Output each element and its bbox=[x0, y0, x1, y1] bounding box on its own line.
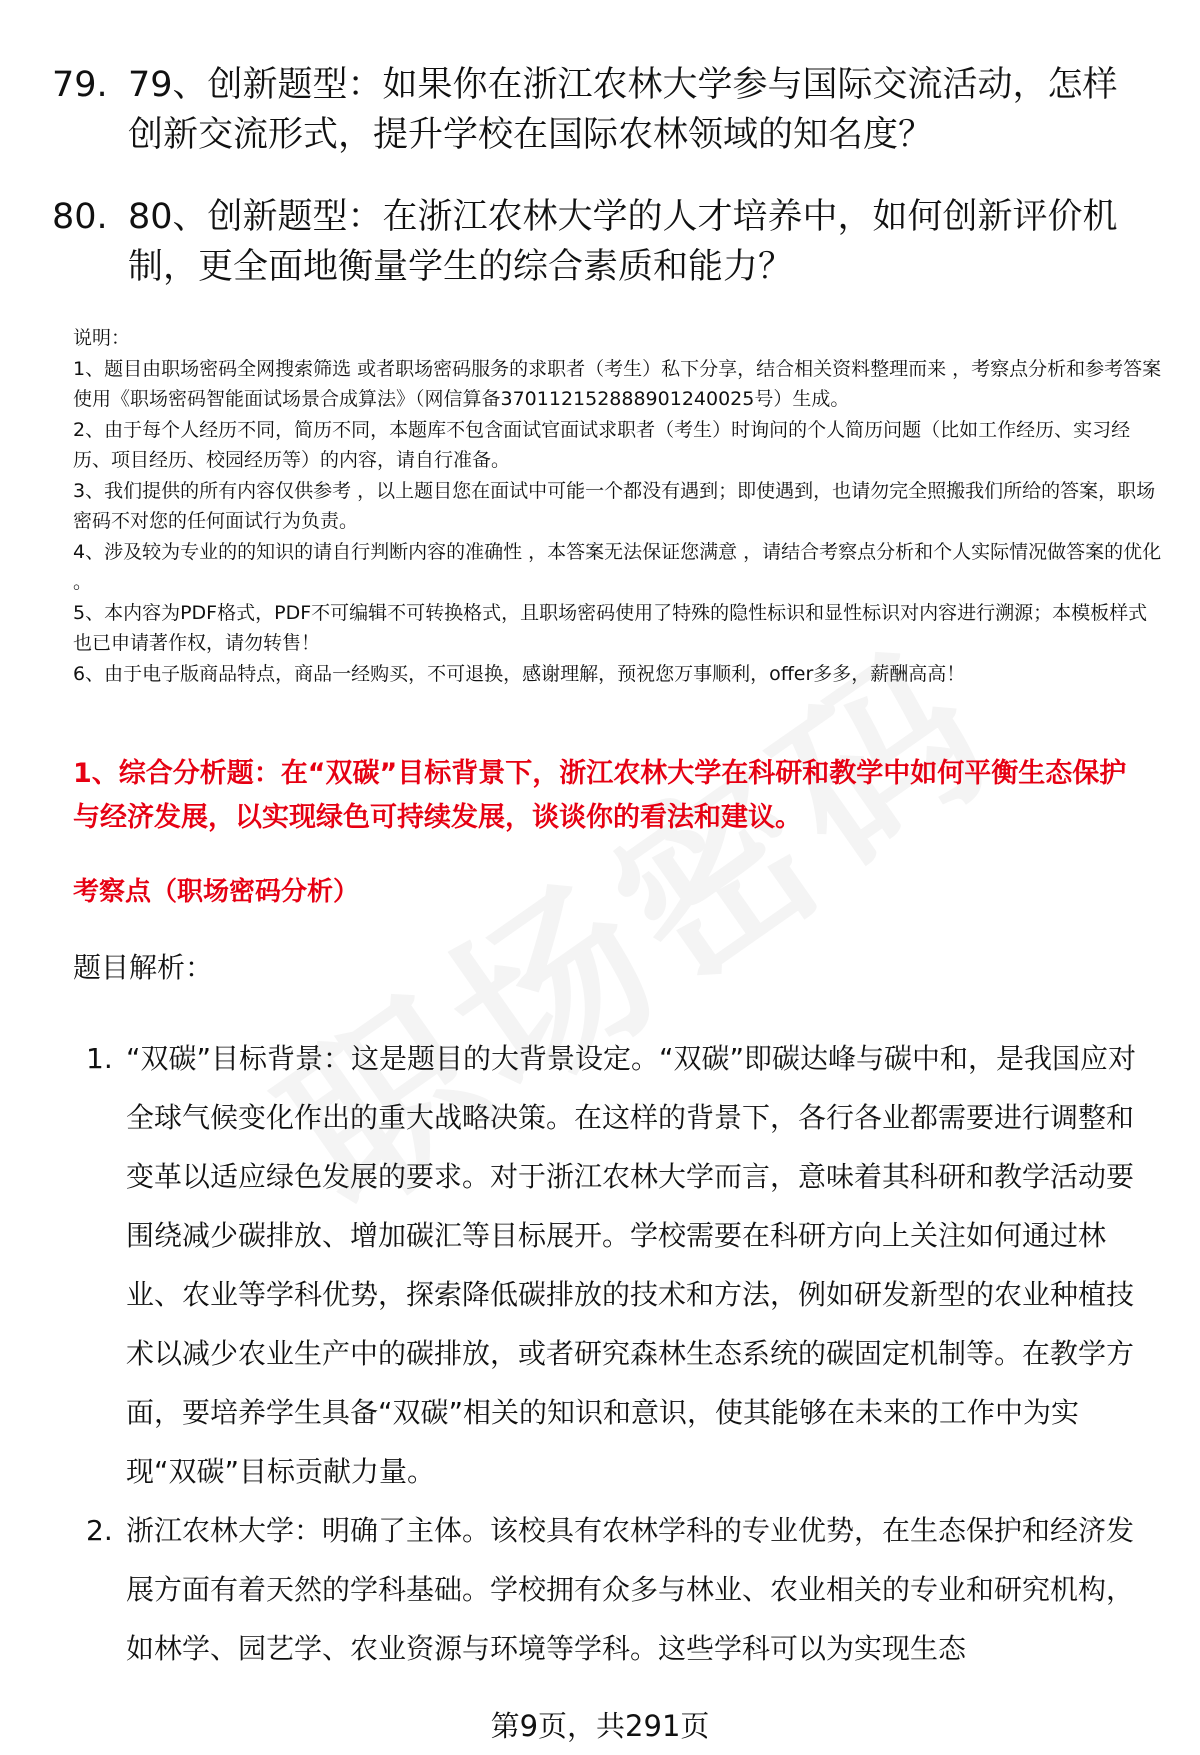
analysis-item bbox=[86, 1501, 1146, 1678]
analysis-list bbox=[86, 1029, 1146, 1678]
note-item: 6、由于电子版商品特点，商品一经购买，不可退换，感谢理解，预祝您万事顺利，offer多多，薪酬高高！ bbox=[73, 662, 966, 685]
analysis-item-text: 浙江农林大学：明确了主体。该校具有农林学科的专业优势，在生态保护和经济发展方面有着天然的学科基础。学校拥有众多与林业、农业相关的专业和研究机构，如林学、园艺学、农业资源与环境等学科。这些学科可以为实现生态 bbox=[126, 1514, 1135, 1665]
question-text: 80、创新题型：在浙江农林大学的人才培养中，如何创新评价机制，更全面地衡量学生的综合素质和能力？ bbox=[128, 197, 1118, 287]
question-79 bbox=[52, 60, 1152, 160]
question-80 bbox=[52, 192, 1152, 292]
notes-heading: 说明： bbox=[73, 327, 131, 349]
note-item: 4、涉及较为专业的的知识的请自行判断内容的准确性 ，本答案无法保证您满意 ，请结合考察点分析和个人实际情况做答案的优化 。 bbox=[73, 540, 1162, 593]
note-item: 1、题目由职场密码全网搜索筛选 或者职场密码服务的求职者（考生）私下分享，结合相关资料整理而来 ，考察点分析和参考答案使用《职场密码智能面试场景合成算法》（网信算备370112152888901240025号）生成。 bbox=[73, 357, 1162, 410]
analysis-item-number: 2. bbox=[86, 1514, 113, 1547]
question-number: 80. bbox=[52, 197, 108, 237]
analysis-item-text: “双碳”目标背景：这是题目的大背景设定。“双碳”即碳达峰与碳中和，是我国应对全球气候变化作出的重大战略决策。在这样的背景下，各行各业都需要进行调整和变革以适应绿色发展的要求。对于浙江农林大学而言，意味着其科研和教学活动要围绕减少碳排放、增加碳汇等目标展开。学校需要在科研方向上关注如何通过林业、农业等学科优势，探索降低碳排放的技术和方法，例如研发新型的农业种植技术以减少农业生产中的碳排放，或者研究森林生态系统的碳固定机制等。在教学方面，要培养学生具备“双碳”相关的知识和意识，使其能够在未来的工作中为实现“双碳”目标贡献力量。 bbox=[126, 1042, 1137, 1488]
question-number: 79. bbox=[52, 65, 108, 105]
notes-section bbox=[73, 323, 1165, 689]
analysis-item bbox=[86, 1029, 1146, 1501]
page-footer: 第9页，共291页 bbox=[490, 1709, 710, 1743]
analysis-item-number: 1. bbox=[86, 1042, 113, 1075]
note-item: 5、本内容为PDF格式，PDF不可编辑不可转换格式，且职场密码使用了特殊的隐性标识和显性标识对内容进行溯源；本模板样式也已申请著作权，请勿转售！ bbox=[73, 601, 1148, 654]
question-title: 1、综合分析题：在“双碳”目标背景下，浙江农林大学在科研和教学中如何平衡生态保护与经济发展，以实现绿色可持续发展，谈谈你的看法和建议。 bbox=[73, 758, 1127, 833]
question-text: 79、创新题型：如果你在浙江农林大学参与国际交流活动，怎样创新交流形式，提升学校在国际农林领域的知名度？ bbox=[128, 65, 1118, 155]
parse-label: 题目解析： bbox=[73, 951, 214, 984]
note-item: 2、由于每个人经历不同，简历不同，本题库不包含面试官面试求职者（考生）时询问的个人简历问题（比如工作经历、实习经历、项目经历、校园经历等）的内容，请自行准备。 bbox=[73, 418, 1131, 471]
exam-point-label: 考察点（职场密码分析） bbox=[73, 877, 360, 907]
note-item: 3、我们提供的所有内容仅供参考 ，以上题目您在面试中可能一个都没有遇到；即使遇到，也请勿完全照搬我们所给的答案，职场密码不对您的任何面试行为负责。 bbox=[73, 479, 1156, 532]
